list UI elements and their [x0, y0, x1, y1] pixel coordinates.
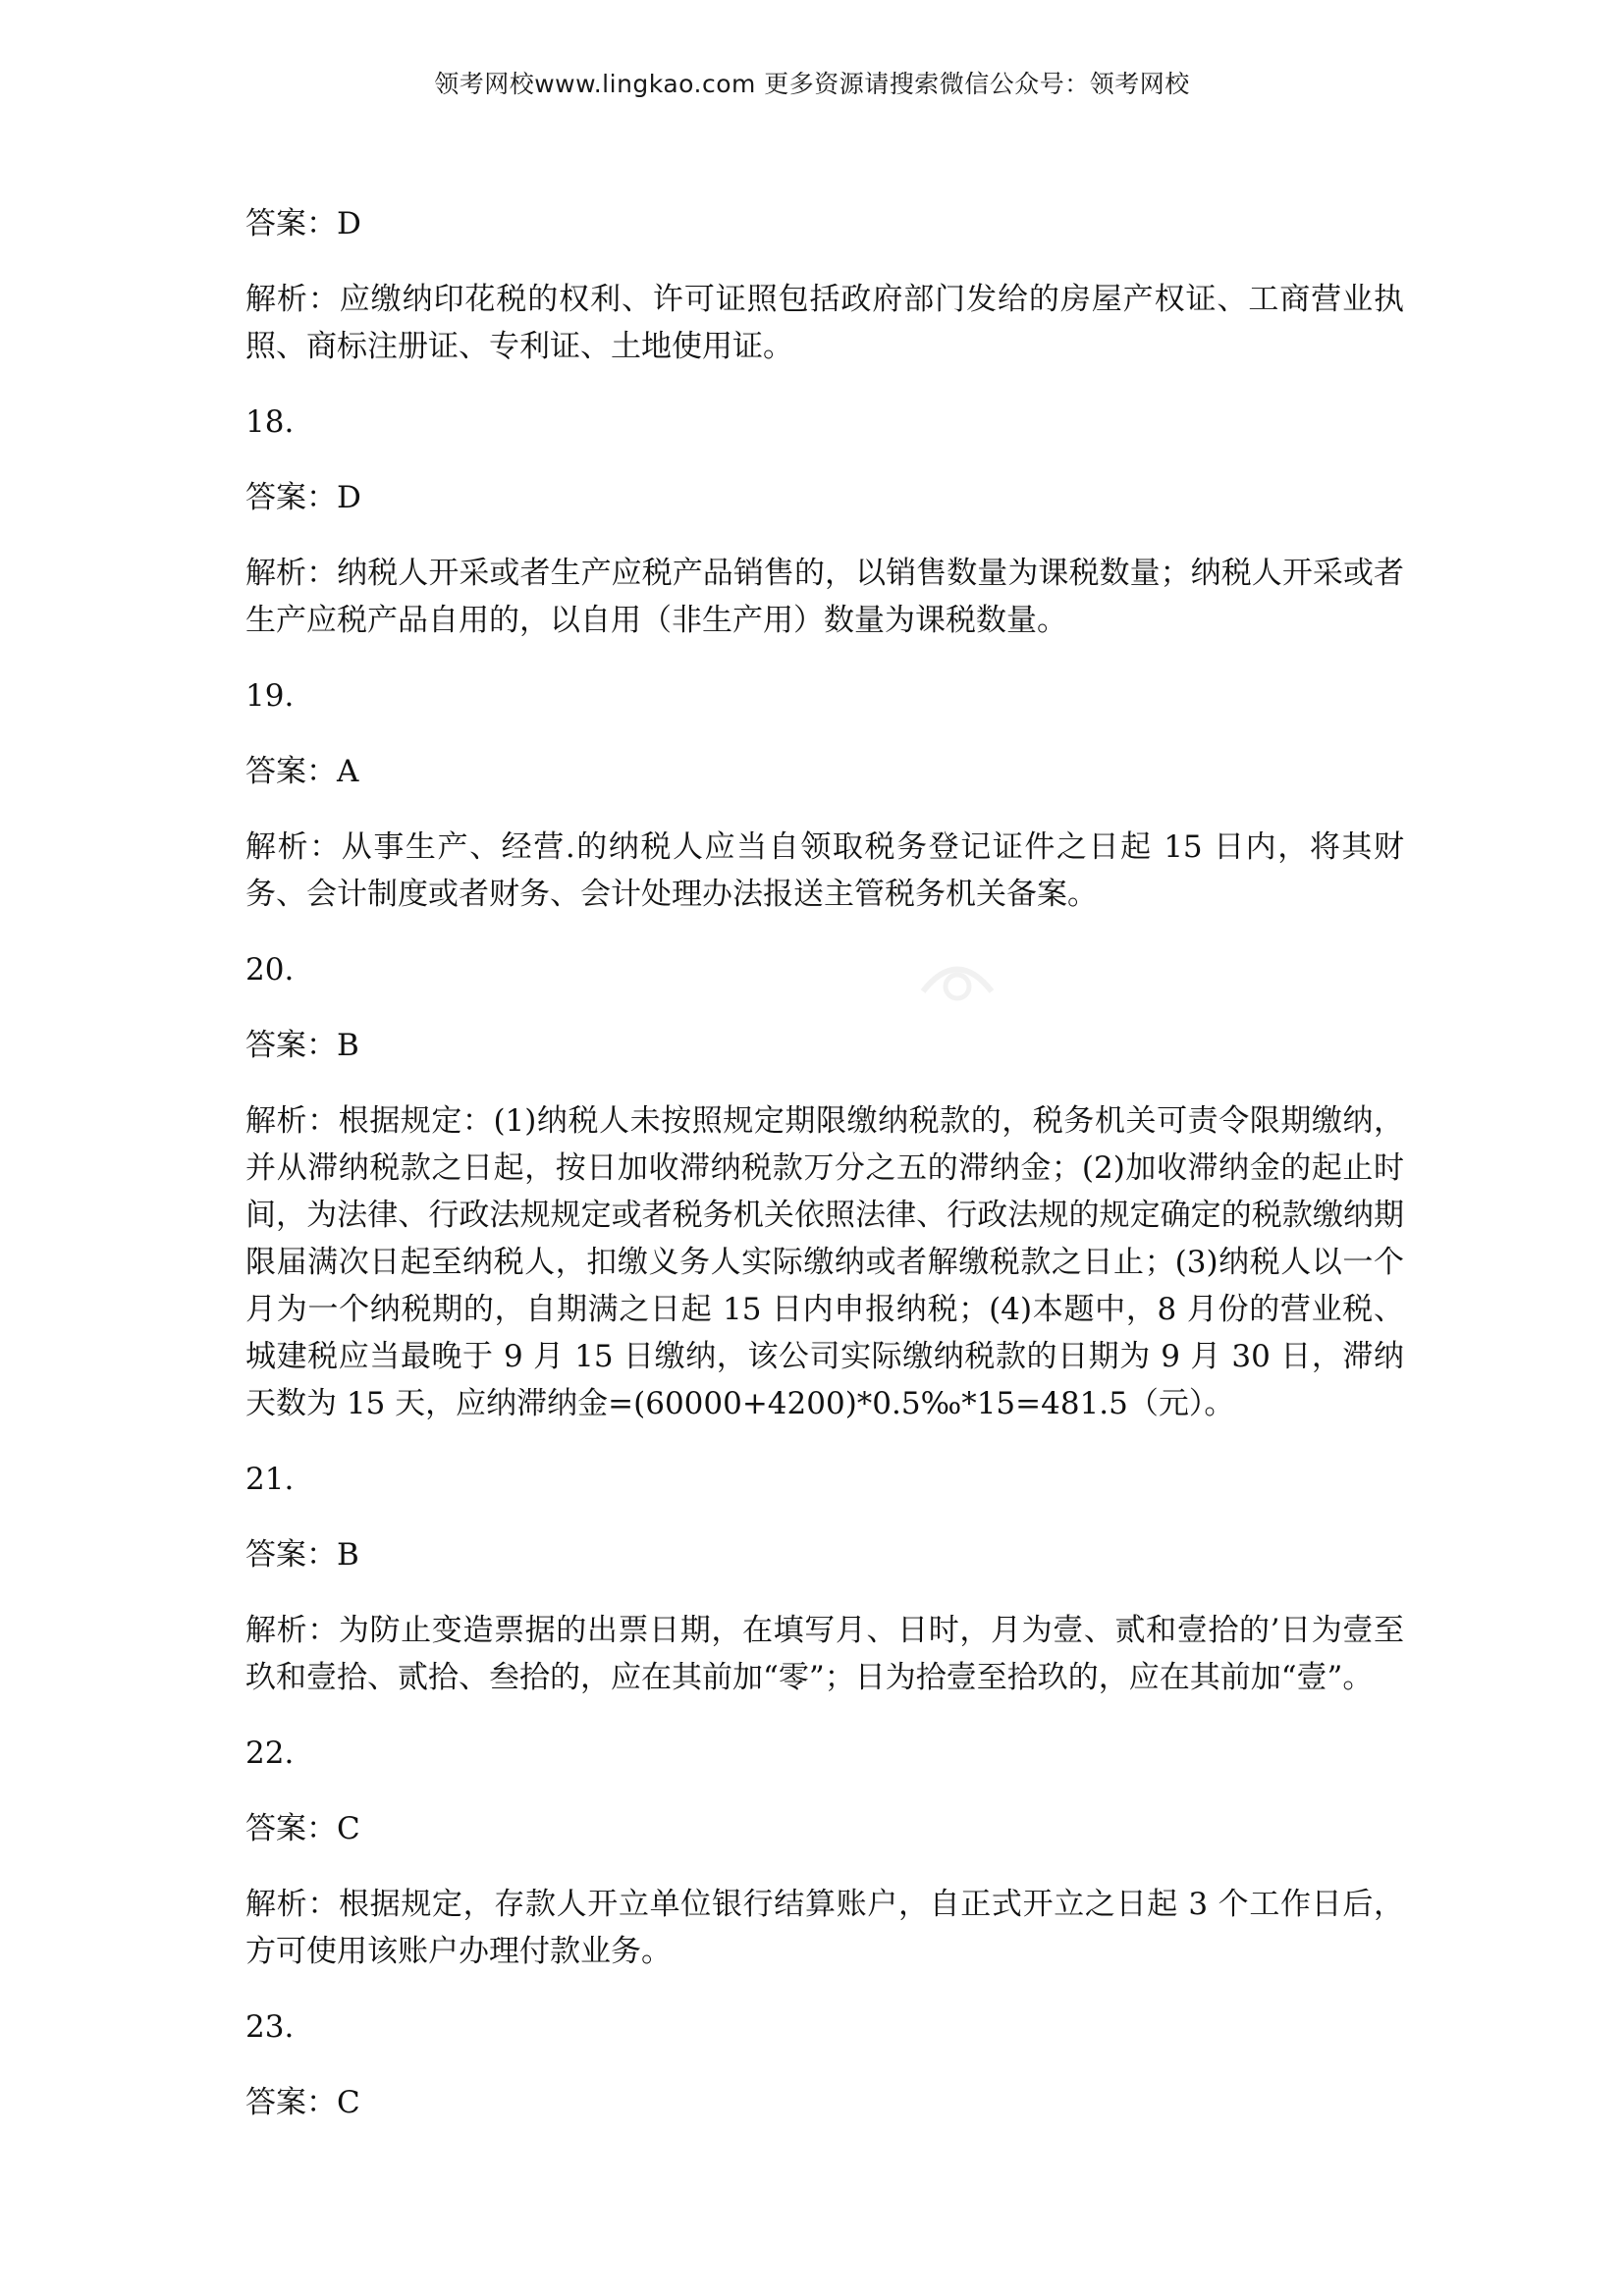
answer-block — [245, 200, 1404, 370]
question-number: 20. — [245, 952, 295, 988]
question-number: 19. — [245, 678, 295, 714]
answer-line: 答案：C — [245, 2085, 360, 2120]
answer-line: 答案：D — [245, 206, 361, 241]
question-block — [245, 1456, 1404, 1701]
analysis-paragraph: 解析：为防止变造票据的出票日期，在填写月、日时，月为壹、贰和壹拾的’日为壹至玖和壹拾、贰拾、叁拾的，应在其前加“零”；日为拾壹至拾玖的，应在其前加“壹”。 — [245, 1613, 1404, 1695]
answer-line: 答案：C — [245, 1811, 360, 1846]
answer-line: 答案：A — [245, 754, 359, 789]
answer-line: 答案：B — [245, 1028, 359, 1063]
answer-line: 答案：B — [245, 1537, 359, 1573]
analysis-paragraph: 解析：根据规定：(1)纳税人未按照规定期限缴纳税款的，税务机关可责令限期缴纳，并从滞纳税款之日起，按日加收滞纳税款万分之五的滞纳金；(2)加收滞纳金的起止时间，为法律、行政法规规定或者税务机关依照法律、行政法规的规定确定的税款缴纳期限届满次日起至纳税人，扣缴义务人实际缴纳或者解缴税款之日止；(3)纳税人以一个月为一个纳税期的，自期满之日起 15 日内申报纳税；(4)本题中，8 月份的营业税、城建税应当最晚于 9 月 15 日缴纳，该公司实际缴纳税款的日期为 9 月 30 日，滞纳天数为 15 天，应纳滞纳金=(60000+4200)*0.5‰*15=481.5（元）。 — [245, 1103, 1404, 1421]
question-block — [245, 2003, 1404, 2126]
question-block — [245, 672, 1404, 918]
analysis-paragraph: 解析：应缴纳印花税的权利、许可证照包括政府部门发给的房屋产权证、工商营业执照、商标注册证、专利证、土地使用证。 — [245, 282, 1404, 364]
analysis-paragraph: 解析：纳税人开采或者生产应税产品销售的，以销售数量为课税数量；纳税人开采或者生产应税产品自用的，以自用（非生产用）数量为课税数量。 — [245, 556, 1404, 638]
analysis-paragraph: 解析：根据规定，存款人开立单位银行结算账户，自正式开立之日起 3 个工作日后，方可使用该账户办理付款业务。 — [245, 1887, 1404, 1969]
question-block — [245, 399, 1404, 644]
question-block — [245, 946, 1404, 1427]
document-body — [245, 200, 1404, 2155]
answer-line: 答案：D — [245, 480, 361, 515]
question-number: 21. — [245, 1462, 295, 1497]
page-header: 领考网校www.lingkao.com 更多资源请搜索微信公众号：领考网校 — [434, 70, 1190, 98]
analysis-paragraph: 解析：从事生产、经营.的纳税人应当自领取税务登记证件之日起 15 日内，将其财务、会计制度或者财务、会计处理办法报送主管税务机关备案。 — [245, 829, 1404, 912]
question-number: 18. — [245, 404, 295, 440]
question-number: 22. — [245, 1735, 295, 1771]
question-block — [245, 1730, 1404, 1975]
question-number: 23. — [245, 2009, 295, 2045]
